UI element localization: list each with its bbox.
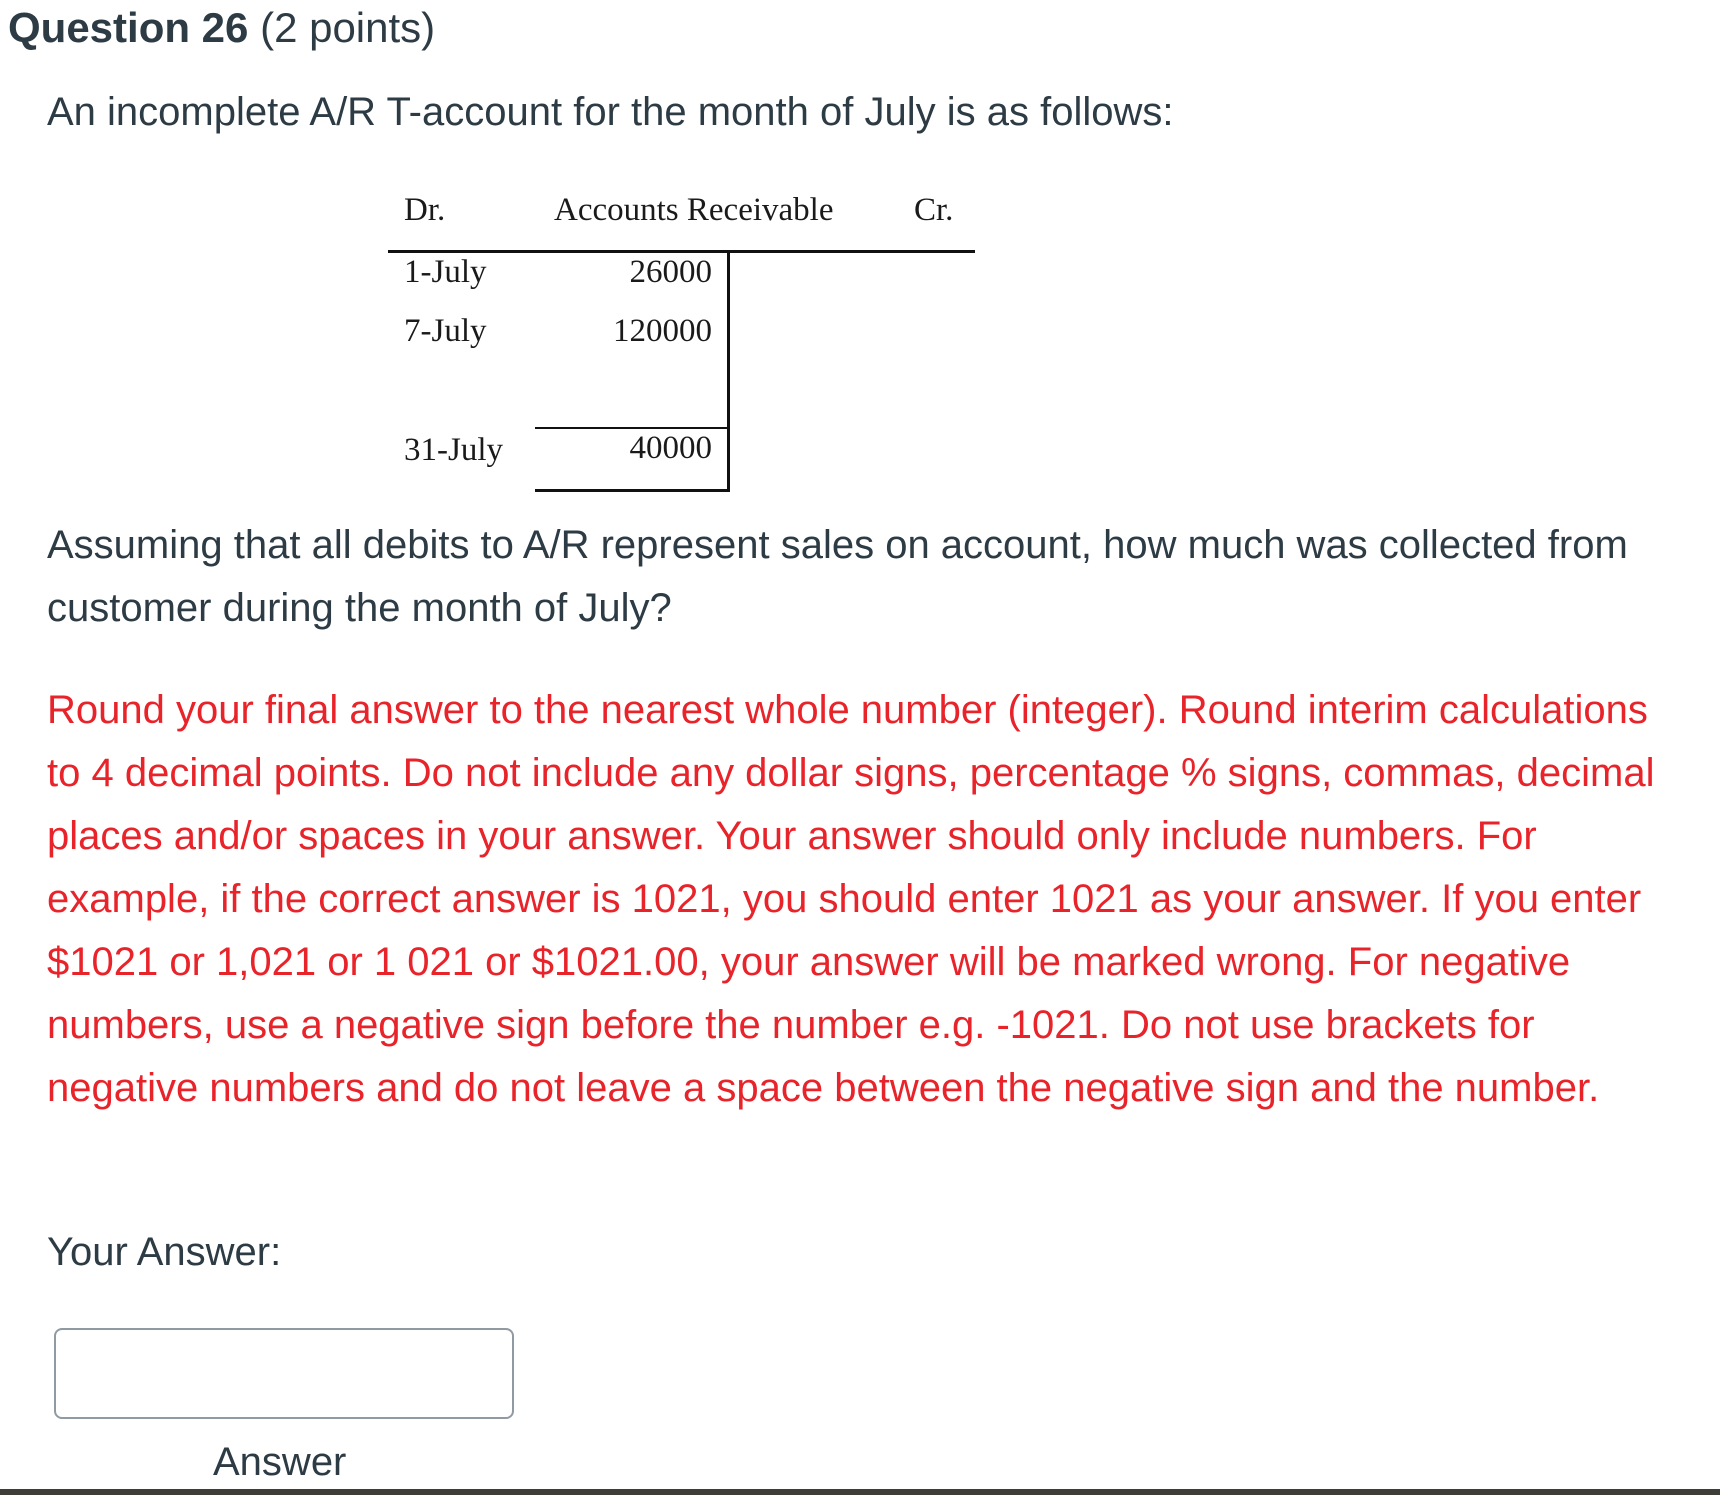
t-account-center-rule [727,250,730,492]
answer-caption: Answer [213,1440,347,1484]
ending-balance-amount: 40000 [629,430,712,466]
t-account [0,0,1720,520]
account-name: Accounts Receivable [554,192,834,228]
intro-text: An incomplete A/R T-account for the month of July is as follows: [47,90,1174,134]
debit-entry-date: 1-July [404,254,487,290]
debit-label: Dr. [404,192,446,228]
question-prompt: Assuming that all debits to A/R represent sales on account, how much was collected from customer during the month of July? [47,523,1628,630]
question-points: (2 points) [260,4,436,51]
balance-bottom-rule [535,489,730,492]
ending-balance-date: 31-July [404,432,503,468]
rounding-instructions: Round your final answer to the nearest whole number (integer). Round interim calculations to 4 decimal points. Do not include any dollar signs, percentage % signs, commas, decimal places and/or spaces in your answer. Your answer should only include numbers. For example, if the correct answer is 1021, you should enter 1021 as your answer. If you enter $1021 or 1,021 or 1 021 or $1021.00, your answer will be marked wrong. For negative numbers, use a negative sign before the number e.g. -1021. Do not use brackets for negative numbers and do not leave a space between the negative sign and the number. [47,688,1655,1110]
credit-label: Cr. [914,192,954,228]
debit-entry-amount: 26000 [629,254,712,290]
debit-entry-amount: 120000 [613,313,712,349]
bottom-divider [0,1489,1720,1495]
answer-input[interactable] [54,1328,514,1419]
debit-entry-date: 7-July [404,313,487,349]
question-title: Question 26 [8,4,249,51]
answer-label: Your Answer: [47,1230,282,1274]
